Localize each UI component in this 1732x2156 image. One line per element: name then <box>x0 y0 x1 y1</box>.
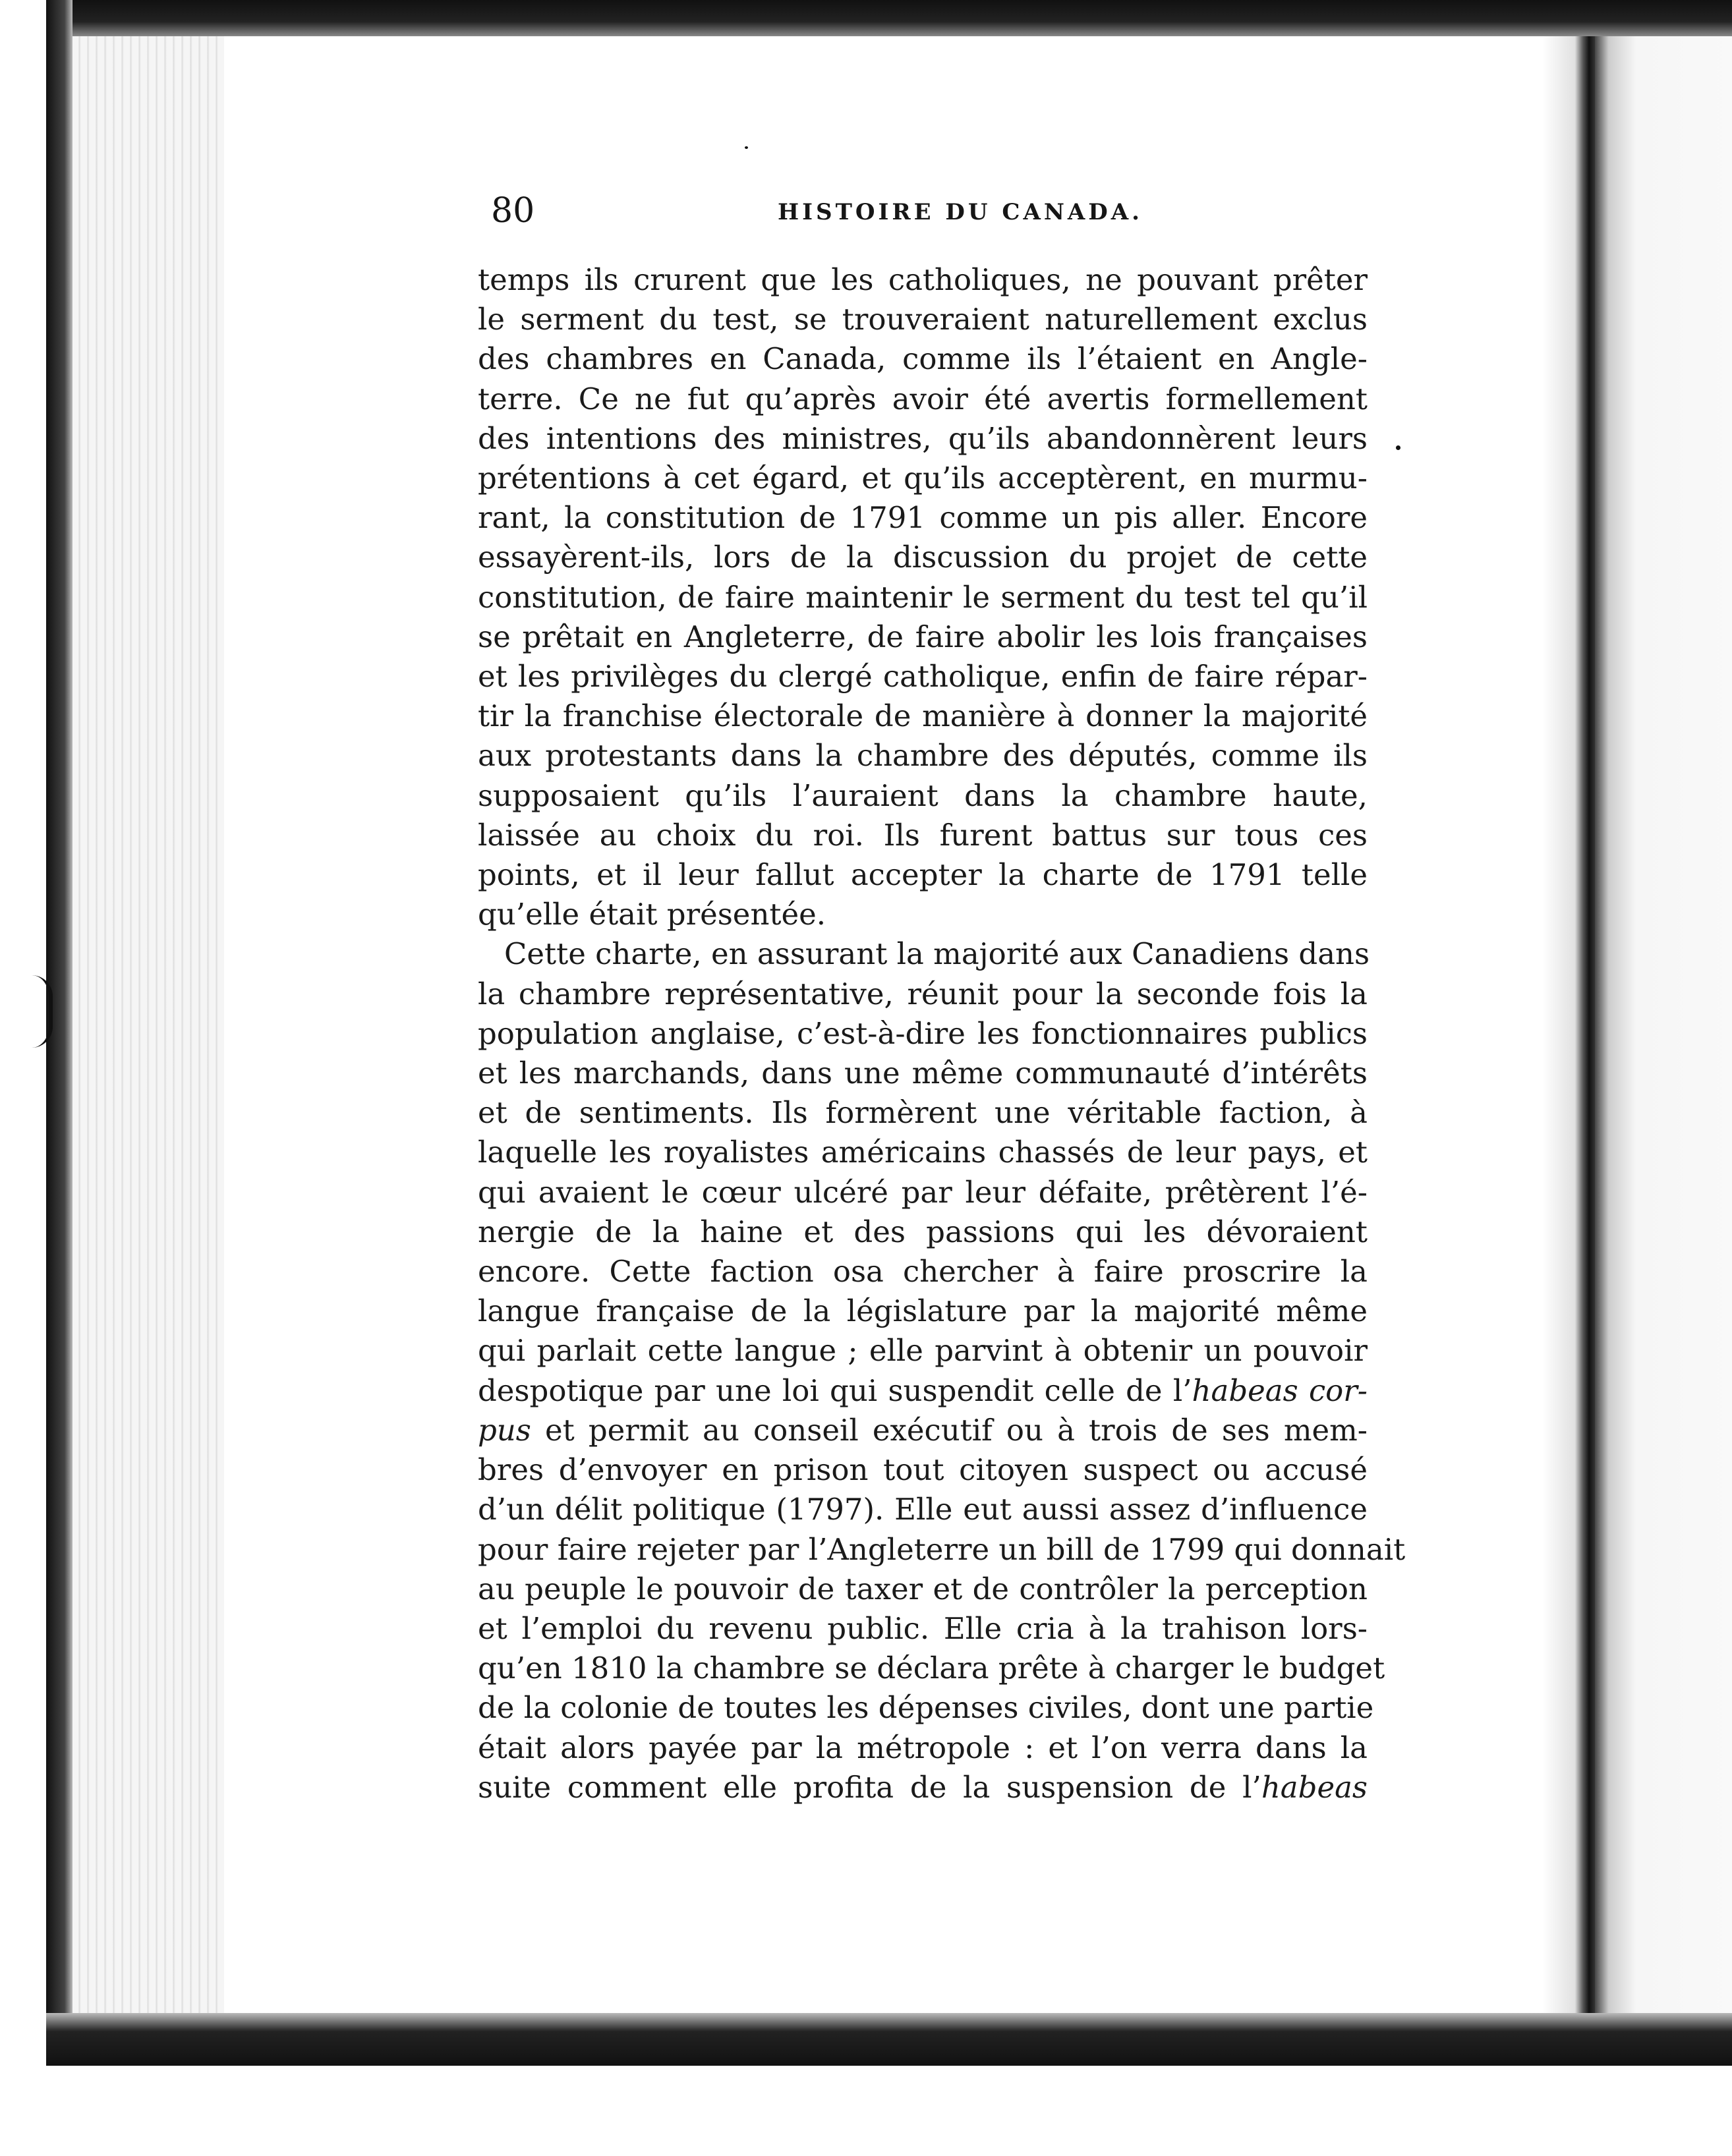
page-edges <box>72 36 224 2013</box>
text-run: suite comment elle profita de la suspension de l’ <box>478 1769 1261 1805</box>
text-line: au peuple le pouvoir de taxer et de contrôler la perception <box>478 1571 1368 1606</box>
text-line: qu’en 1810 la chambre se déclara prête à charger le budget <box>478 1651 1385 1686</box>
margin-mark <box>32 975 53 1048</box>
text-line: tir la franchise électorale de manière à donner la majorité <box>478 698 1368 734</box>
text-line <box>478 1411 1368 1450</box>
text-line: d’un délit politique (1797). Elle eut aussi assez d’influence <box>478 1492 1368 1527</box>
text-line: pour faire rejeter par l’Angleterre un bill de 1799 qui donnait <box>478 1531 1406 1567</box>
text-line <box>478 1768 1368 1807</box>
text-line: population anglaise, c’est-à-dire les fonctionnaires publics <box>478 1015 1368 1051</box>
text-line: la chambre représentative, réunit pour la seconde fois la <box>478 976 1368 1011</box>
ink-speck <box>1396 445 1400 450</box>
italic-term: habeas cor- <box>1192 1373 1368 1408</box>
italic-term: pus <box>478 1412 531 1448</box>
text-run: despotique par une loi qui suspendit celle de l’ <box>478 1373 1192 1408</box>
text-line: aux protestants dans la chambre des députés, comme ils <box>478 738 1368 774</box>
text-line: constitution, de faire maintenir le serment du test tel qu’il <box>478 579 1368 615</box>
running-header <box>491 191 1377 244</box>
text-line: prétentions à cet égard, et qu’ils acceptèrent, en murmu- <box>478 461 1368 496</box>
text-line: et de sentiments. Ils formèrent une véritable faction, à <box>478 1095 1368 1131</box>
text-line: essayèrent-ils, lors de la discussion du projet de cette <box>478 540 1368 575</box>
text-line: des chambres en Canada, comme ils l’étaient en Angle- <box>478 341 1368 377</box>
text-line: de la colonie de toutes les dépenses civiles, dont une partie <box>478 1690 1374 1726</box>
text-line: et les privilèges du clergé catholique, enfin de faire répar- <box>478 659 1368 695</box>
text-line: qu’elle était présentée. <box>478 897 826 932</box>
text-line: des intentions des ministres, qu’ils abandonnèrent leurs <box>478 420 1368 456</box>
text-line: nergie de la haine et des passions qui les dévoraient <box>478 1214 1368 1249</box>
ink-speck <box>745 146 748 149</box>
text-line: Cette charte, en assurant la majorité aux Canadiens dans <box>504 936 1370 972</box>
text-line: et les marchands, dans une même communauté d’intérêts <box>478 1056 1368 1091</box>
text-line: bres d’envoyer en prison tout citoyen suspect ou accusé <box>478 1452 1368 1488</box>
scan-border-top <box>59 0 1732 36</box>
text-line: laissée au choix du roi. Ils furent battus sur tous ces <box>478 817 1368 853</box>
text-run: et permit au conseil exécutif ou à trois de ses mem- <box>531 1412 1368 1448</box>
text-line: le serment du test, se trouveraient naturellement exclus <box>478 302 1368 337</box>
text-line <box>478 1371 1368 1411</box>
text-line: supposaient qu’ils l’auraient dans la chambre haute, <box>478 778 1368 813</box>
running-title: HISTOIRE DU CANADA. <box>778 199 1143 225</box>
adjacent-page <box>1595 36 1732 2013</box>
text-line: qui parlait cette langue ; elle parvint à obtenir un pouvoir <box>478 1333 1368 1369</box>
text-line: laquelle les royalistes américains chassés de leur pays, et <box>478 1135 1368 1170</box>
book-gutter <box>1575 36 1595 2013</box>
gutter-shadow <box>1542 36 1575 2013</box>
text-line: se prêtait en Angleterre, de faire abolir les lois françaises <box>478 619 1368 654</box>
page-number: 80 <box>491 191 535 231</box>
text-line: terre. Ce ne fut qu’après avoir été avertis formellement <box>478 381 1368 416</box>
text-line: rant, la constitution de 1791 comme un pis aller. Encore <box>478 500 1368 536</box>
text-line: qui avaient le cœur ulcéré par leur défaite, prêtèrent l’é- <box>478 1174 1368 1210</box>
text-line: langue française de la législature par la majorité même <box>478 1293 1368 1329</box>
text-line: encore. Cette faction osa chercher à faire proscrire la <box>478 1254 1368 1290</box>
text-line: temps ils crurent que les catholiques, ne pouvant prêter <box>478 262 1368 297</box>
text-line: et l’emploi du revenu public. Elle cria à la trahison lors- <box>478 1610 1368 1646</box>
text-line: points, et il leur fallut accepter la charte de 1791 telle <box>478 857 1368 893</box>
scan-border-bottom <box>46 2013 1732 2066</box>
text-line: était alors payée par la métropole : et l’on verra dans la <box>478 1730 1368 1765</box>
italic-term: habeas <box>1261 1769 1368 1805</box>
body-text <box>478 260 1406 1807</box>
